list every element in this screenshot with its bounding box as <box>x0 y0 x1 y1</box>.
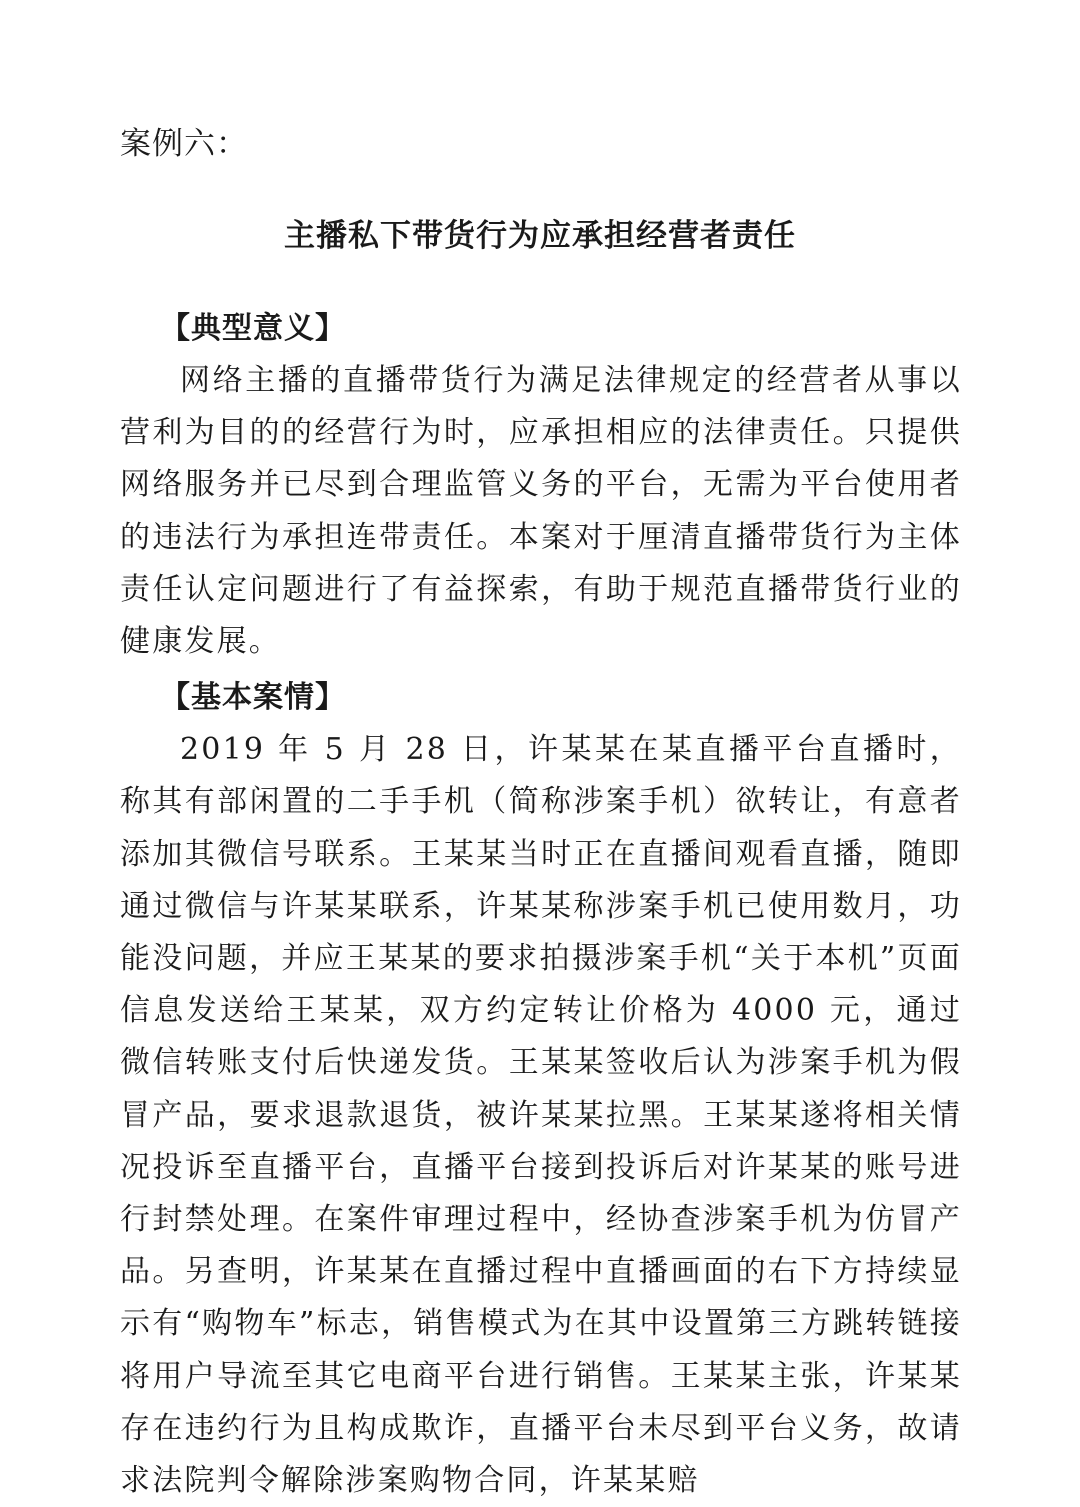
paragraph-significance: 网络主播的直播带货行为满足法律规定的经营者从事以营利为目的的经营行为时，应承担相应的法律责任。只提供网络服务并已尽到合理监管义务的平台，无需为平台使用者的违法行为承担连带责任。本案对于厘清直播带货行为主体责任认定问题进行了有益探索，有助于规范直播带货行业的健康发展。 <box>120 363 962 660</box>
section-heading-facts: 【基本案情】 <box>160 680 346 716</box>
document-title: 主播私下带货行为应承担经营者责任 <box>284 218 796 254</box>
document-body <box>120 303 962 1507</box>
case-label: 案例六： <box>120 126 248 162</box>
section-heading-significance: 【典型意义】 <box>160 311 346 346</box>
paragraph-facts: 2019 年 5 月 28 日，许某某在某直播平台直播时，称其有部闲置的二手手机（简称涉案手机）欲转让，有意者添加其微信号联系。王某某当时正在直播间观看直播，随即通过微信与许某某联系，许某某称涉案手机已使用数月，功能没问题，并应王某某的要求拍摄涉案手机“关于本机”页面信息发送给王某某，双方约定转让价格为 4000 元，通过微信转账支付后快递发货。王某某签收后认为涉案手机为假冒产品，要求退款退货，被许某某拉黑。王某某遂将相关情况投诉至直播平台，直播平台接到投诉后对许某某的账号进行封禁处理。在案件审理过程中，经协查涉案手机为仿冒产品。另查明，许某某在直播过程中直播画面的右下方持续显示有“购物车”标志，销售模式为在其中设置第三方跳转链接将用户导流至其它电商平台进行销售。王某某主张，许某某存在违约行为且构成欺诈，直播平台未尽到平台义务，故请求法院判令解除涉案购物合同，许某某赔 <box>120 732 962 1499</box>
